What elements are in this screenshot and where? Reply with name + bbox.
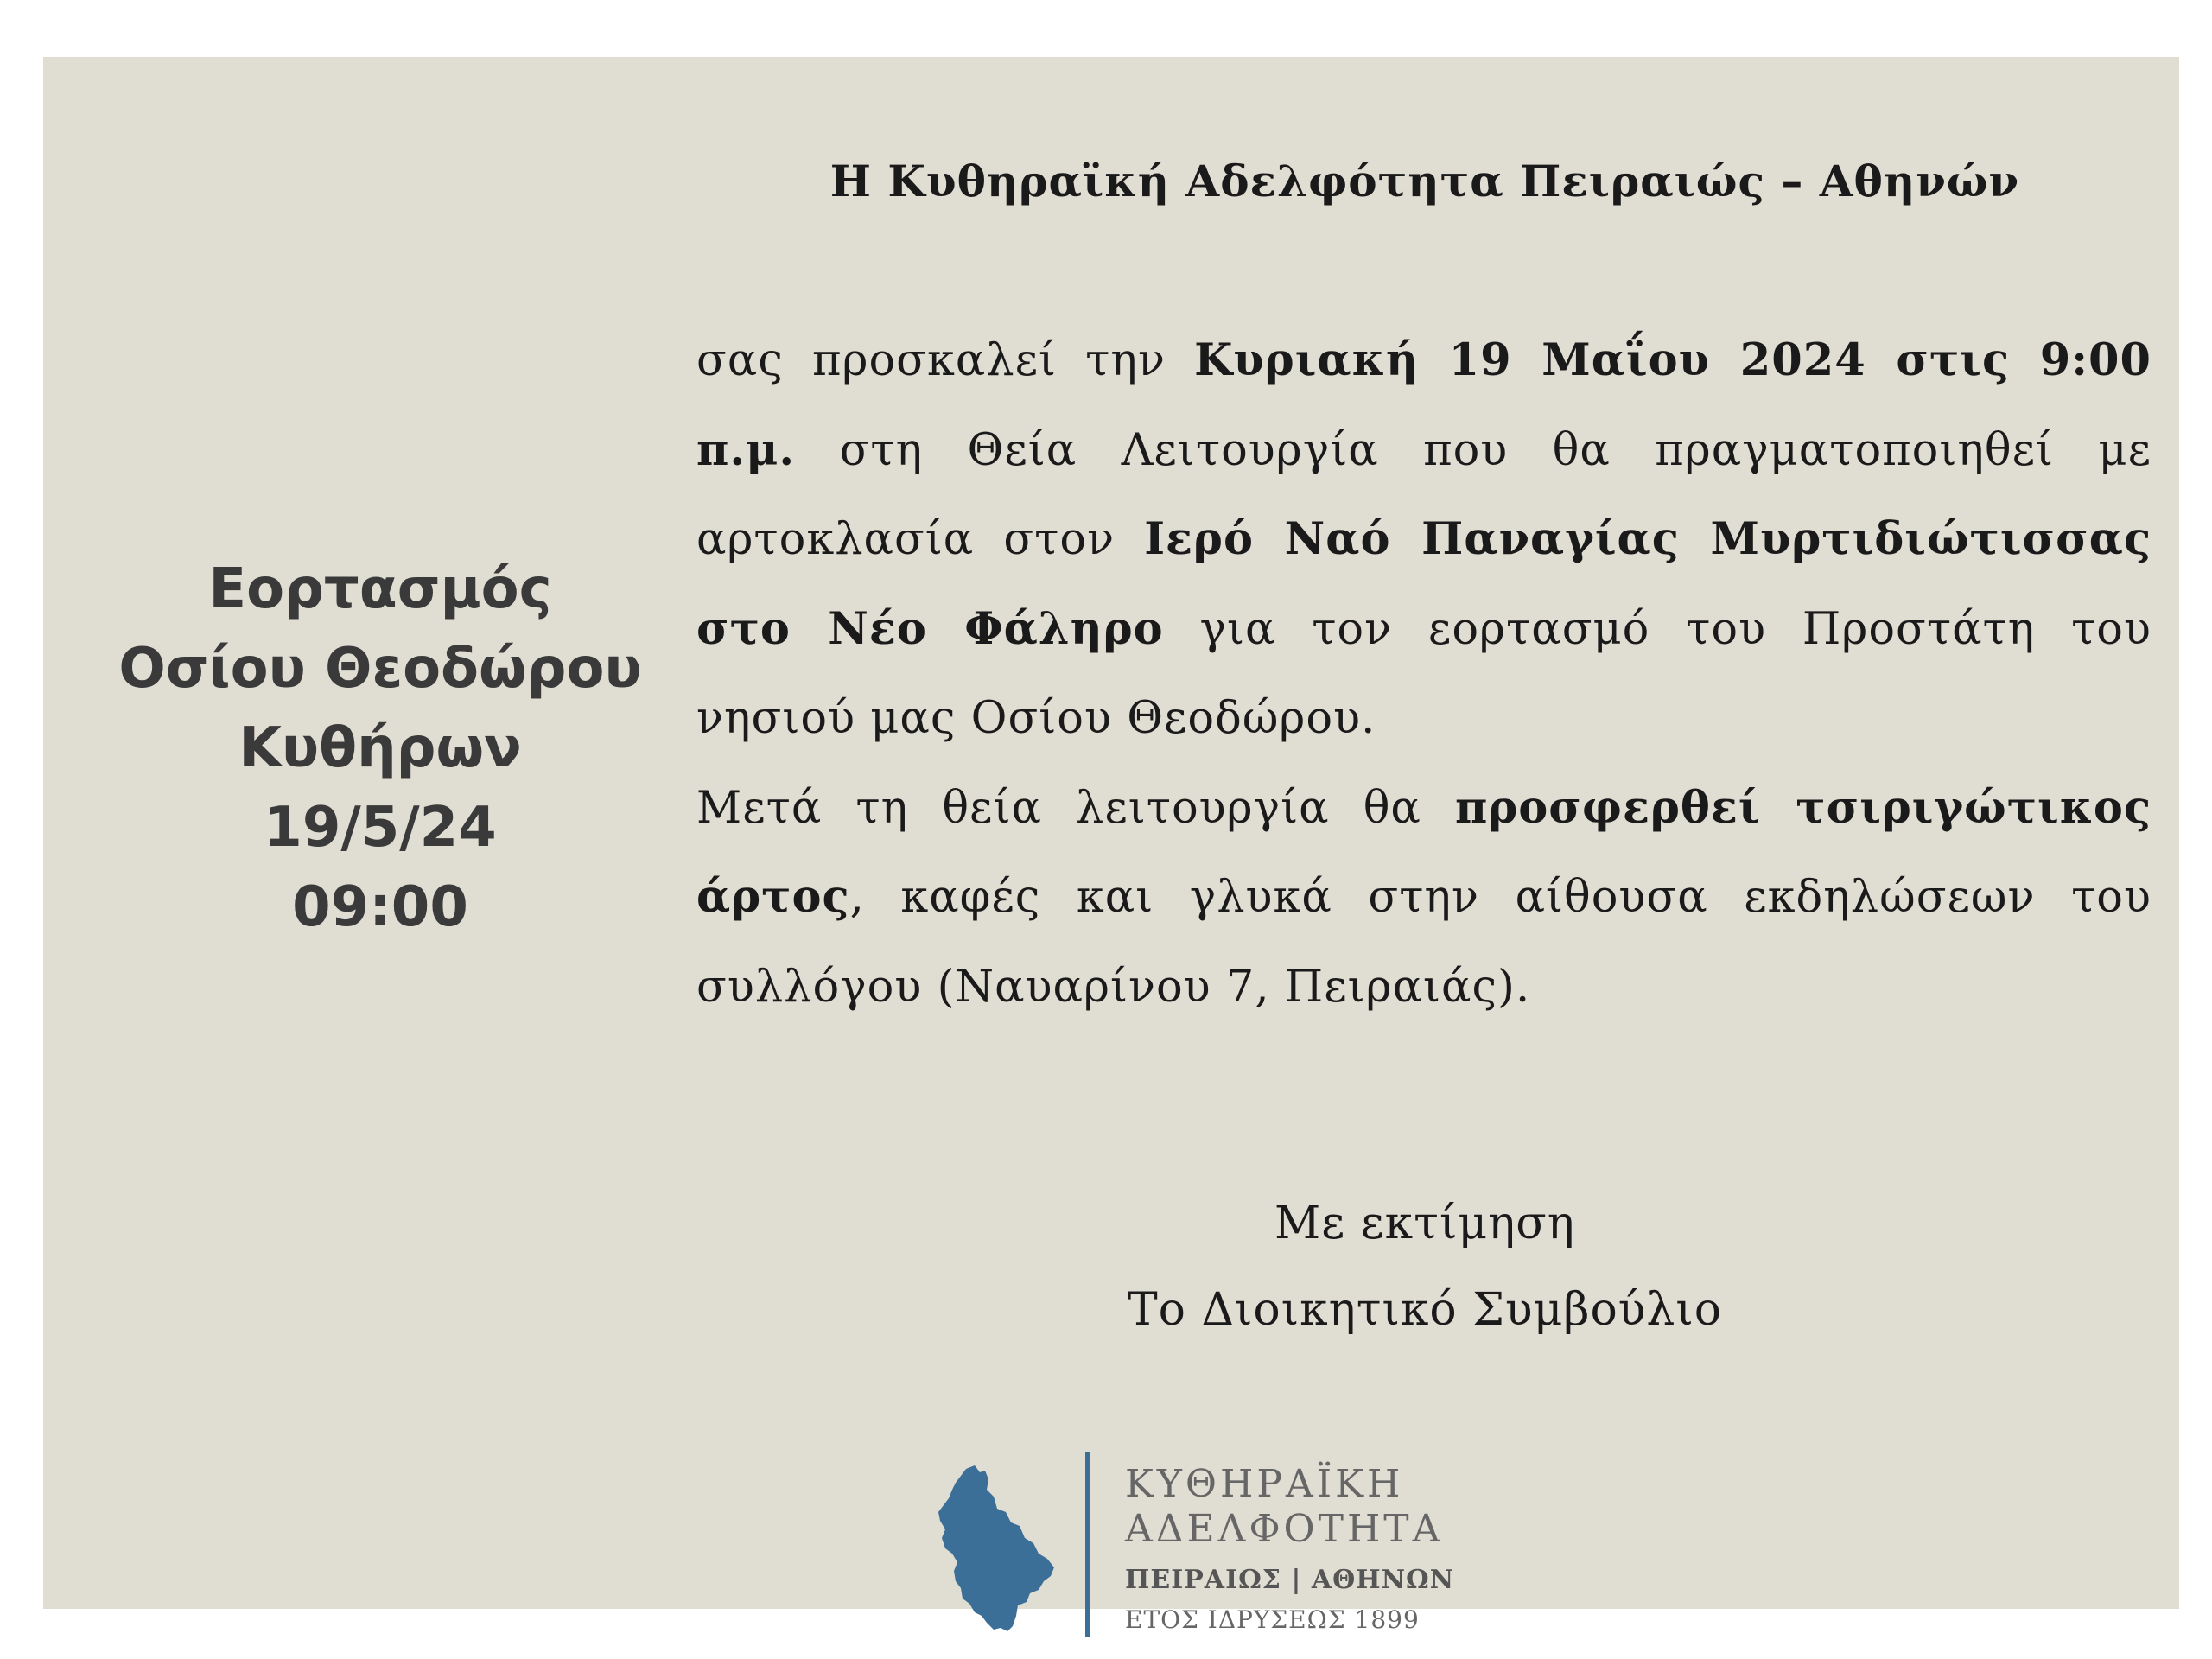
invitation-paragraph-2 — [696, 764, 2152, 1033]
closing-signature — [695, 1180, 2155, 1353]
event-title-line: Κυθήρων — [238, 716, 522, 780]
association-logo — [893, 1388, 1498, 1647]
logo-text-line: ΚΥΘΗΡΑΪΚΗ — [1125, 1462, 1404, 1506]
date-time-highlight: Κυριακή 19 Μαΐου 2024 στις 9:00 π.μ. — [696, 334, 2152, 476]
invitation-panel — [43, 57, 2179, 1634]
text-run: για τον εορτασμό του Προστάτη του νησιού μας Οσίου Θεοδώρου. — [696, 603, 2152, 744]
text-run: Μετά τη θεία λειτουργία θα — [696, 782, 1455, 834]
closing-greeting: Με εκτίμηση — [1274, 1198, 1575, 1249]
event-time: 09:00 — [292, 875, 468, 939]
organization-heading: Η Κυθηραϊκή Αδελφότητα Πειραιώς – Αθηνών — [830, 156, 2020, 207]
event-title-line: Εορτασμός — [208, 557, 552, 621]
event-title-line: Οσίου Θεοδώρου — [118, 637, 642, 701]
kythira-island-map-icon — [937, 1464, 1058, 1633]
text-run: στη Θεία Λειτουργία που θα πραγματοποιηθεί με αρτοκλασία στον — [696, 424, 2152, 565]
logo-text-line: ΑΔΕΛΦΟΤΗΤΑ — [1125, 1507, 1444, 1551]
text-run: , καφές και γλυκά στην αίθουσα εκδηλώσεων του συλλόγου (Ναυαρίνου 7, Πειραιάς). — [696, 872, 2152, 1013]
logo-founding-year: ΕΤΟΣ ΙΔΡΥΣΕΩΣ 1899 — [1125, 1605, 1420, 1634]
closing-signatory: Το Διοικητικό Συμβούλιο — [1127, 1284, 1723, 1336]
bread-highlight: προσφερθεί τσιριγώτικος άρτος — [696, 781, 2152, 923]
invitation-body — [696, 316, 2152, 1032]
text-run: σας προσκαλεί την — [696, 335, 1195, 386]
logo-divider — [1085, 1452, 1090, 1637]
invitation-paragraph-1 — [696, 316, 2152, 764]
logo-location: ΠΕΙΡΑΙΩΣ | ΑΘΗΝΩΝ — [1125, 1565, 1455, 1595]
event-date: 19/5/24 — [264, 796, 497, 860]
event-title-block — [78, 550, 683, 947]
church-name-highlight: Ιερό Ναό Παναγίας Μυρτιδιώτισσας στο Νέο Φάληρο — [696, 513, 2152, 655]
